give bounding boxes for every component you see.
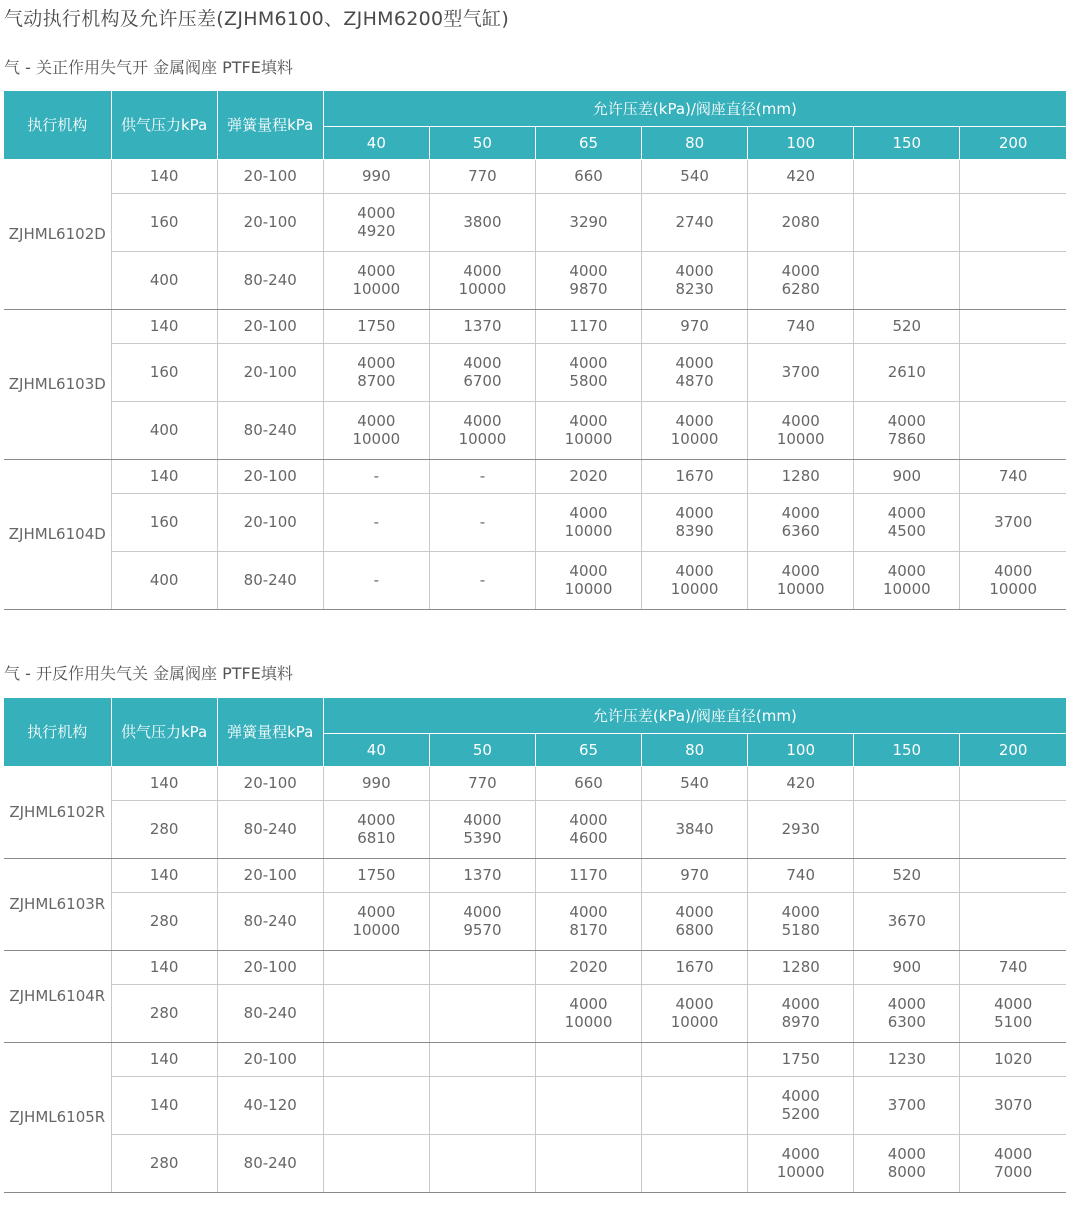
allowable-pressure-cell [960,343,1066,401]
allowable-pressure-cell [960,766,1066,800]
spring-range-cell: 80-240 [217,984,323,1042]
header-spring-range: 弹簧量程kPa [217,91,323,159]
allowable-pressure-cell [960,892,1066,950]
table-row [4,800,1066,858]
spring-range-cell: 20-100 [217,193,323,251]
header-size: 40 [323,126,429,159]
allowable-pressure-cell: 4000 8000 [854,1134,960,1192]
table-row [4,1076,1066,1134]
allowable-pressure-cell: 1230 [854,1042,960,1076]
supply-pressure-cell: 140 [111,1076,217,1134]
allowable-pressure-cell: 4000 8230 [642,251,748,309]
allowable-pressure-cell: 4000 10000 [854,551,960,609]
pressure-table-d [4,91,1066,610]
actuator-model: ZJHML6103R [4,858,111,950]
allowable-pressure-cell: 4000 10000 [323,251,429,309]
spring-range-cell: 20-100 [217,159,323,193]
allowable-pressure-cell: 1750 [323,858,429,892]
allowable-pressure-cell: 4000 5390 [429,800,535,858]
allowable-pressure-cell: 3700 [854,1076,960,1134]
allowable-pressure-cell: 4000 4870 [642,343,748,401]
actuator-model: ZJHML6104R [4,950,111,1042]
allowable-pressure-cell: 990 [323,159,429,193]
allowable-pressure-cell: 3840 [642,800,748,858]
table-row [4,159,1066,193]
allowable-pressure-cell [642,1076,748,1134]
allowable-pressure-cell: 2930 [748,800,854,858]
allowable-pressure-cell: 1370 [429,309,535,343]
supply-pressure-cell: 160 [111,343,217,401]
allowable-pressure-cell: 4000 10000 [642,401,748,459]
spring-range-cell: 80-240 [217,401,323,459]
table-row [4,984,1066,1042]
spring-range-cell: 20-100 [217,309,323,343]
spring-range-cell: 80-240 [217,1134,323,1192]
allowable-pressure-cell: 4000 6280 [748,251,854,309]
allowable-pressure-cell: 4000 10000 [960,551,1066,609]
header-size: 80 [642,126,748,159]
allowable-pressure-cell: - [323,459,429,493]
allowable-pressure-cell: 4000 10000 [535,551,641,609]
header-actuator: 执行机构 [4,91,111,159]
header-size: 200 [960,126,1066,159]
table-row [4,858,1066,892]
header-size: 40 [323,733,429,766]
table-row [4,766,1066,800]
allowable-pressure-cell: 2020 [535,950,641,984]
allowable-pressure-cell [642,1042,748,1076]
allowable-pressure-cell [323,1076,429,1134]
allowable-pressure-cell: 3670 [854,892,960,950]
table-row [4,401,1066,459]
allowable-pressure-cell: 4000 7000 [960,1134,1066,1192]
header-size: 150 [854,126,960,159]
header-size: 65 [535,733,641,766]
allowable-pressure-cell [535,1076,641,1134]
allowable-pressure-cell: 4000 10000 [535,493,641,551]
allowable-pressure-cell: - [429,493,535,551]
actuator-model: ZJHML6102R [4,766,111,858]
spring-range-cell: 20-100 [217,493,323,551]
allowable-pressure-cell: 990 [323,766,429,800]
allowable-pressure-cell [854,159,960,193]
header-size: 200 [960,733,1066,766]
allowable-pressure-cell: 1170 [535,858,641,892]
allowable-pressure-cell: 4000 8170 [535,892,641,950]
allowable-pressure-cell [429,1076,535,1134]
spring-range-cell: 20-100 [217,950,323,984]
allowable-pressure-cell: 3800 [429,193,535,251]
allowable-pressure-cell: 4000 6300 [854,984,960,1042]
allowable-pressure-cell: 4000 8390 [642,493,748,551]
allowable-pressure-cell: 1370 [429,858,535,892]
table-row [4,1042,1066,1076]
table-row [4,551,1066,609]
allowable-pressure-cell: 900 [854,459,960,493]
allowable-pressure-cell: - [429,459,535,493]
allowable-pressure-cell: 4000 10000 [748,551,854,609]
allowable-pressure-cell: 660 [535,159,641,193]
spring-range-cell: 20-100 [217,766,323,800]
allowable-pressure-cell [323,1042,429,1076]
actuator-model: ZJHML6103D [4,309,111,459]
allowable-pressure-cell: 4000 10000 [748,401,854,459]
allowable-pressure-cell: 3070 [960,1076,1066,1134]
allowable-pressure-cell: 4000 10000 [429,401,535,459]
allowable-pressure-cell: - [323,493,429,551]
header-size: 65 [535,126,641,159]
allowable-pressure-cell [960,251,1066,309]
actuator-model: ZJHML6102D [4,159,111,309]
header-actuator: 执行机构 [4,698,111,766]
allowable-pressure-cell: 970 [642,858,748,892]
actuator-model: ZJHML6104D [4,459,111,609]
allowable-pressure-cell: 970 [642,309,748,343]
supply-pressure-cell: 280 [111,1134,217,1192]
allowable-pressure-cell: 740 [748,858,854,892]
allowable-pressure-cell: 4000 7860 [854,401,960,459]
allowable-pressure-cell: 3700 [748,343,854,401]
header-allowable-pressure: 允许压差(kPa)/阀座直径(mm) [323,698,1066,733]
allowable-pressure-cell: 4000 6360 [748,493,854,551]
header-supply-pressure: 供气压力kPa [111,698,217,766]
spring-range-cell: 80-240 [217,551,323,609]
supply-pressure-cell: 140 [111,766,217,800]
allowable-pressure-cell: 4000 6810 [323,800,429,858]
allowable-pressure-cell: 4000 5100 [960,984,1066,1042]
supply-pressure-cell: 140 [111,1042,217,1076]
table-row [4,309,1066,343]
allowable-pressure-cell [642,1134,748,1192]
spring-range-cell: 80-240 [217,892,323,950]
allowable-pressure-cell [960,800,1066,858]
allowable-pressure-cell: 1280 [748,950,854,984]
spring-range-cell: 20-100 [217,1042,323,1076]
allowable-pressure-cell [323,950,429,984]
allowable-pressure-cell: 2740 [642,193,748,251]
allowable-pressure-cell: 4000 10000 [535,984,641,1042]
pressure-table-r [4,698,1066,1193]
allowable-pressure-cell [854,251,960,309]
allowable-pressure-cell [960,401,1066,459]
supply-pressure-cell: 140 [111,459,217,493]
supply-pressure-cell: 280 [111,984,217,1042]
header-size: 50 [429,126,535,159]
allowable-pressure-cell: 4000 6800 [642,892,748,950]
allowable-pressure-cell: 4000 10000 [642,551,748,609]
allowable-pressure-cell: 520 [854,309,960,343]
allowable-pressure-cell: 1750 [748,1042,854,1076]
table-row [4,892,1066,950]
allowable-pressure-cell: 4000 4600 [535,800,641,858]
allowable-pressure-cell [960,858,1066,892]
supply-pressure-cell: 280 [111,892,217,950]
allowable-pressure-cell: 420 [748,159,854,193]
allowable-pressure-cell: 4000 8970 [748,984,854,1042]
allowable-pressure-cell: 540 [642,766,748,800]
allowable-pressure-cell: 4000 5200 [748,1076,854,1134]
allowable-pressure-cell: 540 [642,159,748,193]
allowable-pressure-cell: 4000 4500 [854,493,960,551]
allowable-pressure-cell: 3290 [535,193,641,251]
supply-pressure-cell: 400 [111,551,217,609]
supply-pressure-cell: 160 [111,493,217,551]
allowable-pressure-cell [535,1134,641,1192]
allowable-pressure-cell: 420 [748,766,854,800]
allowable-pressure-cell: 900 [854,950,960,984]
table-row [4,459,1066,493]
allowable-pressure-cell: - [429,551,535,609]
allowable-pressure-cell: 1280 [748,459,854,493]
header-size: 80 [642,733,748,766]
supply-pressure-cell: 140 [111,950,217,984]
allowable-pressure-cell: 4000 8700 [323,343,429,401]
spring-range-cell: 20-100 [217,858,323,892]
spring-range-cell: 80-240 [217,800,323,858]
header-size: 150 [854,733,960,766]
supply-pressure-cell: 400 [111,251,217,309]
allowable-pressure-cell [429,984,535,1042]
allowable-pressure-cell: 4000 6700 [429,343,535,401]
table-row [4,493,1066,551]
allowable-pressure-cell: 4000 10000 [429,251,535,309]
allowable-pressure-cell: 1170 [535,309,641,343]
allowable-pressure-cell: 3700 [960,493,1066,551]
supply-pressure-cell: 160 [111,193,217,251]
allowable-pressure-cell: 2080 [748,193,854,251]
allowable-pressure-cell: 770 [429,766,535,800]
supply-pressure-cell: 140 [111,858,217,892]
allowable-pressure-cell [854,193,960,251]
allowable-pressure-cell: 660 [535,766,641,800]
allowable-pressure-cell: 770 [429,159,535,193]
allowable-pressure-cell: 4000 9570 [429,892,535,950]
allowable-pressure-cell: 4000 10000 [535,401,641,459]
table-caption: 气 - 关正作用失气开 金属阀座 PTFE填料 [4,58,293,77]
allowable-pressure-cell: 4000 10000 [323,401,429,459]
supply-pressure-cell: 140 [111,159,217,193]
supply-pressure-cell: 400 [111,401,217,459]
spring-range-cell: 20-100 [217,343,323,401]
table-caption: 气 - 开反作用失气关 金属阀座 PTFE填料 [4,664,293,683]
allowable-pressure-cell: 1670 [642,950,748,984]
spring-range-cell: 40-120 [217,1076,323,1134]
allowable-pressure-cell [854,800,960,858]
allowable-pressure-cell [960,159,1066,193]
table-row [4,1134,1066,1192]
actuator-model: ZJHML6105R [4,1042,111,1192]
allowable-pressure-cell: 740 [960,950,1066,984]
table-row [4,950,1066,984]
allowable-pressure-cell: 4000 10000 [642,984,748,1042]
allowable-pressure-cell: 4000 4920 [323,193,429,251]
allowable-pressure-cell [429,950,535,984]
allowable-pressure-cell: 2610 [854,343,960,401]
allowable-pressure-cell: 1020 [960,1042,1066,1076]
allowable-pressure-cell: - [323,551,429,609]
header-size: 100 [748,126,854,159]
allowable-pressure-cell: 4000 10000 [323,892,429,950]
header-size: 100 [748,733,854,766]
allowable-pressure-cell [854,766,960,800]
header-size: 50 [429,733,535,766]
supply-pressure-cell: 140 [111,309,217,343]
spring-range-cell: 80-240 [217,251,323,309]
allowable-pressure-cell: 740 [960,459,1066,493]
allowable-pressure-cell: 4000 5800 [535,343,641,401]
page-title: 气动执行机构及允许压差(ZJHM6100、ZJHM6200型气缸) [4,8,510,30]
header-spring-range: 弹簧量程kPa [217,698,323,766]
allowable-pressure-cell [535,1042,641,1076]
table-row [4,343,1066,401]
allowable-pressure-cell [429,1134,535,1192]
allowable-pressure-cell: 2020 [535,459,641,493]
header-supply-pressure: 供气压力kPa [111,91,217,159]
allowable-pressure-cell [960,193,1066,251]
allowable-pressure-cell [323,984,429,1042]
header-allowable-pressure: 允许压差(kPa)/阀座直径(mm) [323,91,1066,126]
allowable-pressure-cell [323,1134,429,1192]
supply-pressure-cell: 280 [111,800,217,858]
allowable-pressure-cell: 520 [854,858,960,892]
table-row [4,251,1066,309]
allowable-pressure-cell [429,1042,535,1076]
allowable-pressure-cell: 4000 5180 [748,892,854,950]
spring-range-cell: 20-100 [217,459,323,493]
allowable-pressure-cell: 4000 9870 [535,251,641,309]
allowable-pressure-cell: 1750 [323,309,429,343]
allowable-pressure-cell: 1670 [642,459,748,493]
table-row [4,193,1066,251]
allowable-pressure-cell: 740 [748,309,854,343]
allowable-pressure-cell: 4000 10000 [748,1134,854,1192]
allowable-pressure-cell [960,309,1066,343]
